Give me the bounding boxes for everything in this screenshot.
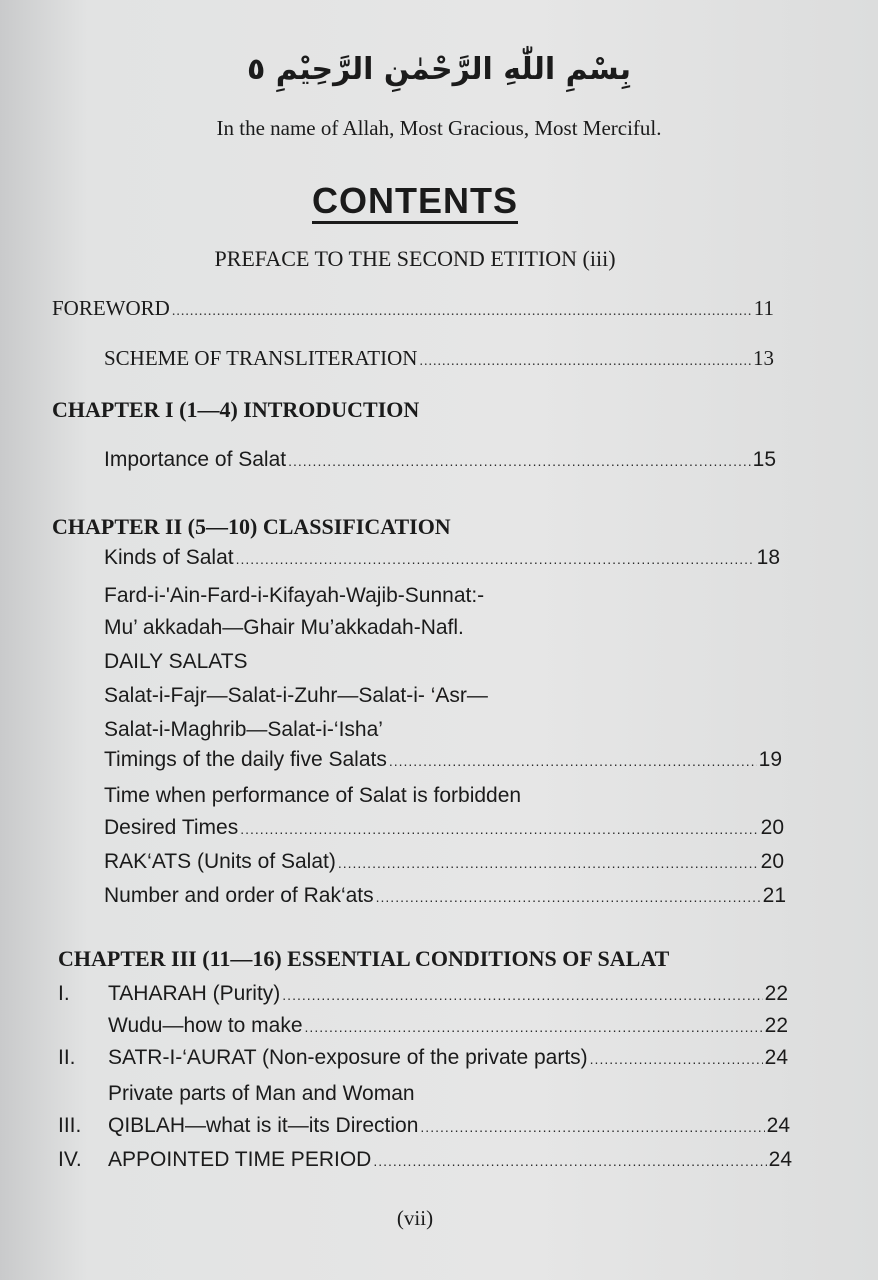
toc-entry-label: Desired Times <box>104 816 239 839</box>
toc-entry-page: 20 <box>760 816 784 839</box>
leader-dots <box>590 1051 763 1067</box>
leader-dots <box>288 453 751 469</box>
toc-entry-label <box>58 982 280 1006</box>
toc-entry-label: SCHEME OF TRANSLITERATION <box>104 346 418 370</box>
toc-entry-text: TAHARAH (Purity) <box>108 982 281 1005</box>
leader-dots <box>240 821 758 837</box>
toc-entry-text: QIBLAH—what is it—its Direction <box>108 1114 419 1137</box>
toc-entry <box>104 718 383 742</box>
toc-entry <box>104 748 782 772</box>
toc-entry-page: 24 <box>764 1046 788 1069</box>
roman-numeral: I. <box>58 982 70 1005</box>
toc-entry <box>58 982 788 1006</box>
chapter-2-heading <box>52 514 451 540</box>
toc-entry-label <box>58 1148 371 1172</box>
toc-entry-label: Wudu—how to make <box>108 1014 303 1037</box>
toc-entry-label: Private parts of Man and Woman <box>108 1082 415 1105</box>
toc-entry-label: Salat-i-Fajr—Salat-i-Zuhr—Salat-i- ‘Asr— <box>104 684 488 707</box>
title-text: CONTENTS <box>312 180 518 224</box>
toc-entry-text: SATR-I-‘AURAT (Non-exposure of the private parts) <box>108 1046 588 1069</box>
toc-entry-page: 24 <box>766 1114 790 1137</box>
toc-entry-page: 13 <box>753 346 774 370</box>
toc-entry <box>104 650 248 674</box>
toc-entry-page: 22 <box>764 982 788 1005</box>
toc-entry <box>108 1082 415 1106</box>
leader-dots <box>338 855 759 871</box>
toc-entry-page: 21 <box>762 884 786 907</box>
bismillah: بِسْمِ اللّٰهِ الرَّحْمٰنِ الرَّحِيْمِ ٥ <box>247 52 631 87</box>
toc-entry-label: Time when performance of Salat is forbidden <box>104 784 522 807</box>
toc-entry-label <box>58 1114 418 1138</box>
toc-entry-label: RAK‘ATS (Units of Salat) <box>104 850 336 873</box>
toc-entry <box>58 1046 788 1070</box>
toc-entry-label: Fard-i-'Ain-Fard-i-Kifayah-Wajib-Sunnat:- <box>104 584 485 607</box>
roman-numeral: IV. <box>58 1148 82 1171</box>
preface-line: PREFACE TO THE SECOND ETITION (iii) <box>214 246 616 271</box>
page-title <box>0 180 830 222</box>
leader-dots <box>236 551 755 567</box>
chapter-title: CHAPTER II (5—10) CLASSIFICATION <box>52 514 451 539</box>
toc-entry <box>104 584 484 608</box>
toc-entry-label: FOREWORD <box>52 296 170 320</box>
toc-entry-label: Kinds of Salat <box>104 546 234 569</box>
toc-entry <box>104 884 786 908</box>
roman-numeral: II. <box>58 1046 76 1069</box>
toc-entry-label: Mu’ akkadah—Ghair Mu’akkadah-Nafl. <box>104 616 464 639</box>
leader-dots <box>282 987 762 1003</box>
toc-entry-page: 20 <box>760 850 784 873</box>
toc-entry <box>104 616 464 640</box>
toc-entry <box>104 448 776 472</box>
toc-entry <box>104 850 784 874</box>
leader-dots <box>376 889 761 905</box>
chapter-title: CHAPTER III (11—16) ESSENTIAL CONDITIONS OF SALAT <box>58 946 670 971</box>
toc-entry-text: APPOINTED TIME PERIOD <box>108 1148 372 1171</box>
toc-entry-label: Importance of Salat <box>104 448 287 471</box>
chapter-1-heading <box>52 397 419 423</box>
toc-entry-page: 22 <box>764 1014 788 1037</box>
toc-entry-foreword <box>52 296 774 321</box>
toc-entry-page: 24 <box>768 1148 792 1171</box>
leader-dots <box>419 354 751 370</box>
toc-entry <box>104 684 488 708</box>
toc-entry-page: 11 <box>753 296 774 320</box>
toc-entry <box>104 784 521 808</box>
toc-entry-page: 15 <box>752 448 776 471</box>
leader-dots <box>420 1119 764 1135</box>
toc-entry-page: 18 <box>756 546 780 569</box>
toc-entry-label <box>58 1046 588 1070</box>
toc-entry-page: 19 <box>758 748 782 771</box>
page-number: (vii) <box>396 1206 434 1230</box>
toc-entry-label: Number and order of Rak‘ats <box>104 884 374 907</box>
leader-dots <box>305 1019 763 1035</box>
chapter-3-heading <box>58 946 669 972</box>
toc-entry <box>104 816 784 840</box>
leader-dots <box>172 304 752 320</box>
toc-entry <box>58 1114 790 1138</box>
chapter-title: CHAPTER I (1—4) INTRODUCTION <box>52 397 420 422</box>
leader-dots <box>389 753 757 769</box>
leader-dots <box>373 1153 766 1169</box>
toc-entry-scheme <box>104 346 774 371</box>
toc-entry-label: Timings of the daily five Salats <box>104 748 387 771</box>
toc-entry <box>104 546 780 570</box>
toc-entry <box>108 1014 788 1038</box>
toc-entry-label: DAILY SALATS <box>104 650 248 673</box>
toc-entry <box>58 1148 792 1172</box>
toc-entry-label: Salat-i-Maghrib—Salat-i-‘Isha’ <box>104 718 383 741</box>
roman-numeral: III. <box>58 1114 82 1137</box>
subtitle: In the name of Allah, Most Gracious, Most Merciful. <box>216 116 662 140</box>
